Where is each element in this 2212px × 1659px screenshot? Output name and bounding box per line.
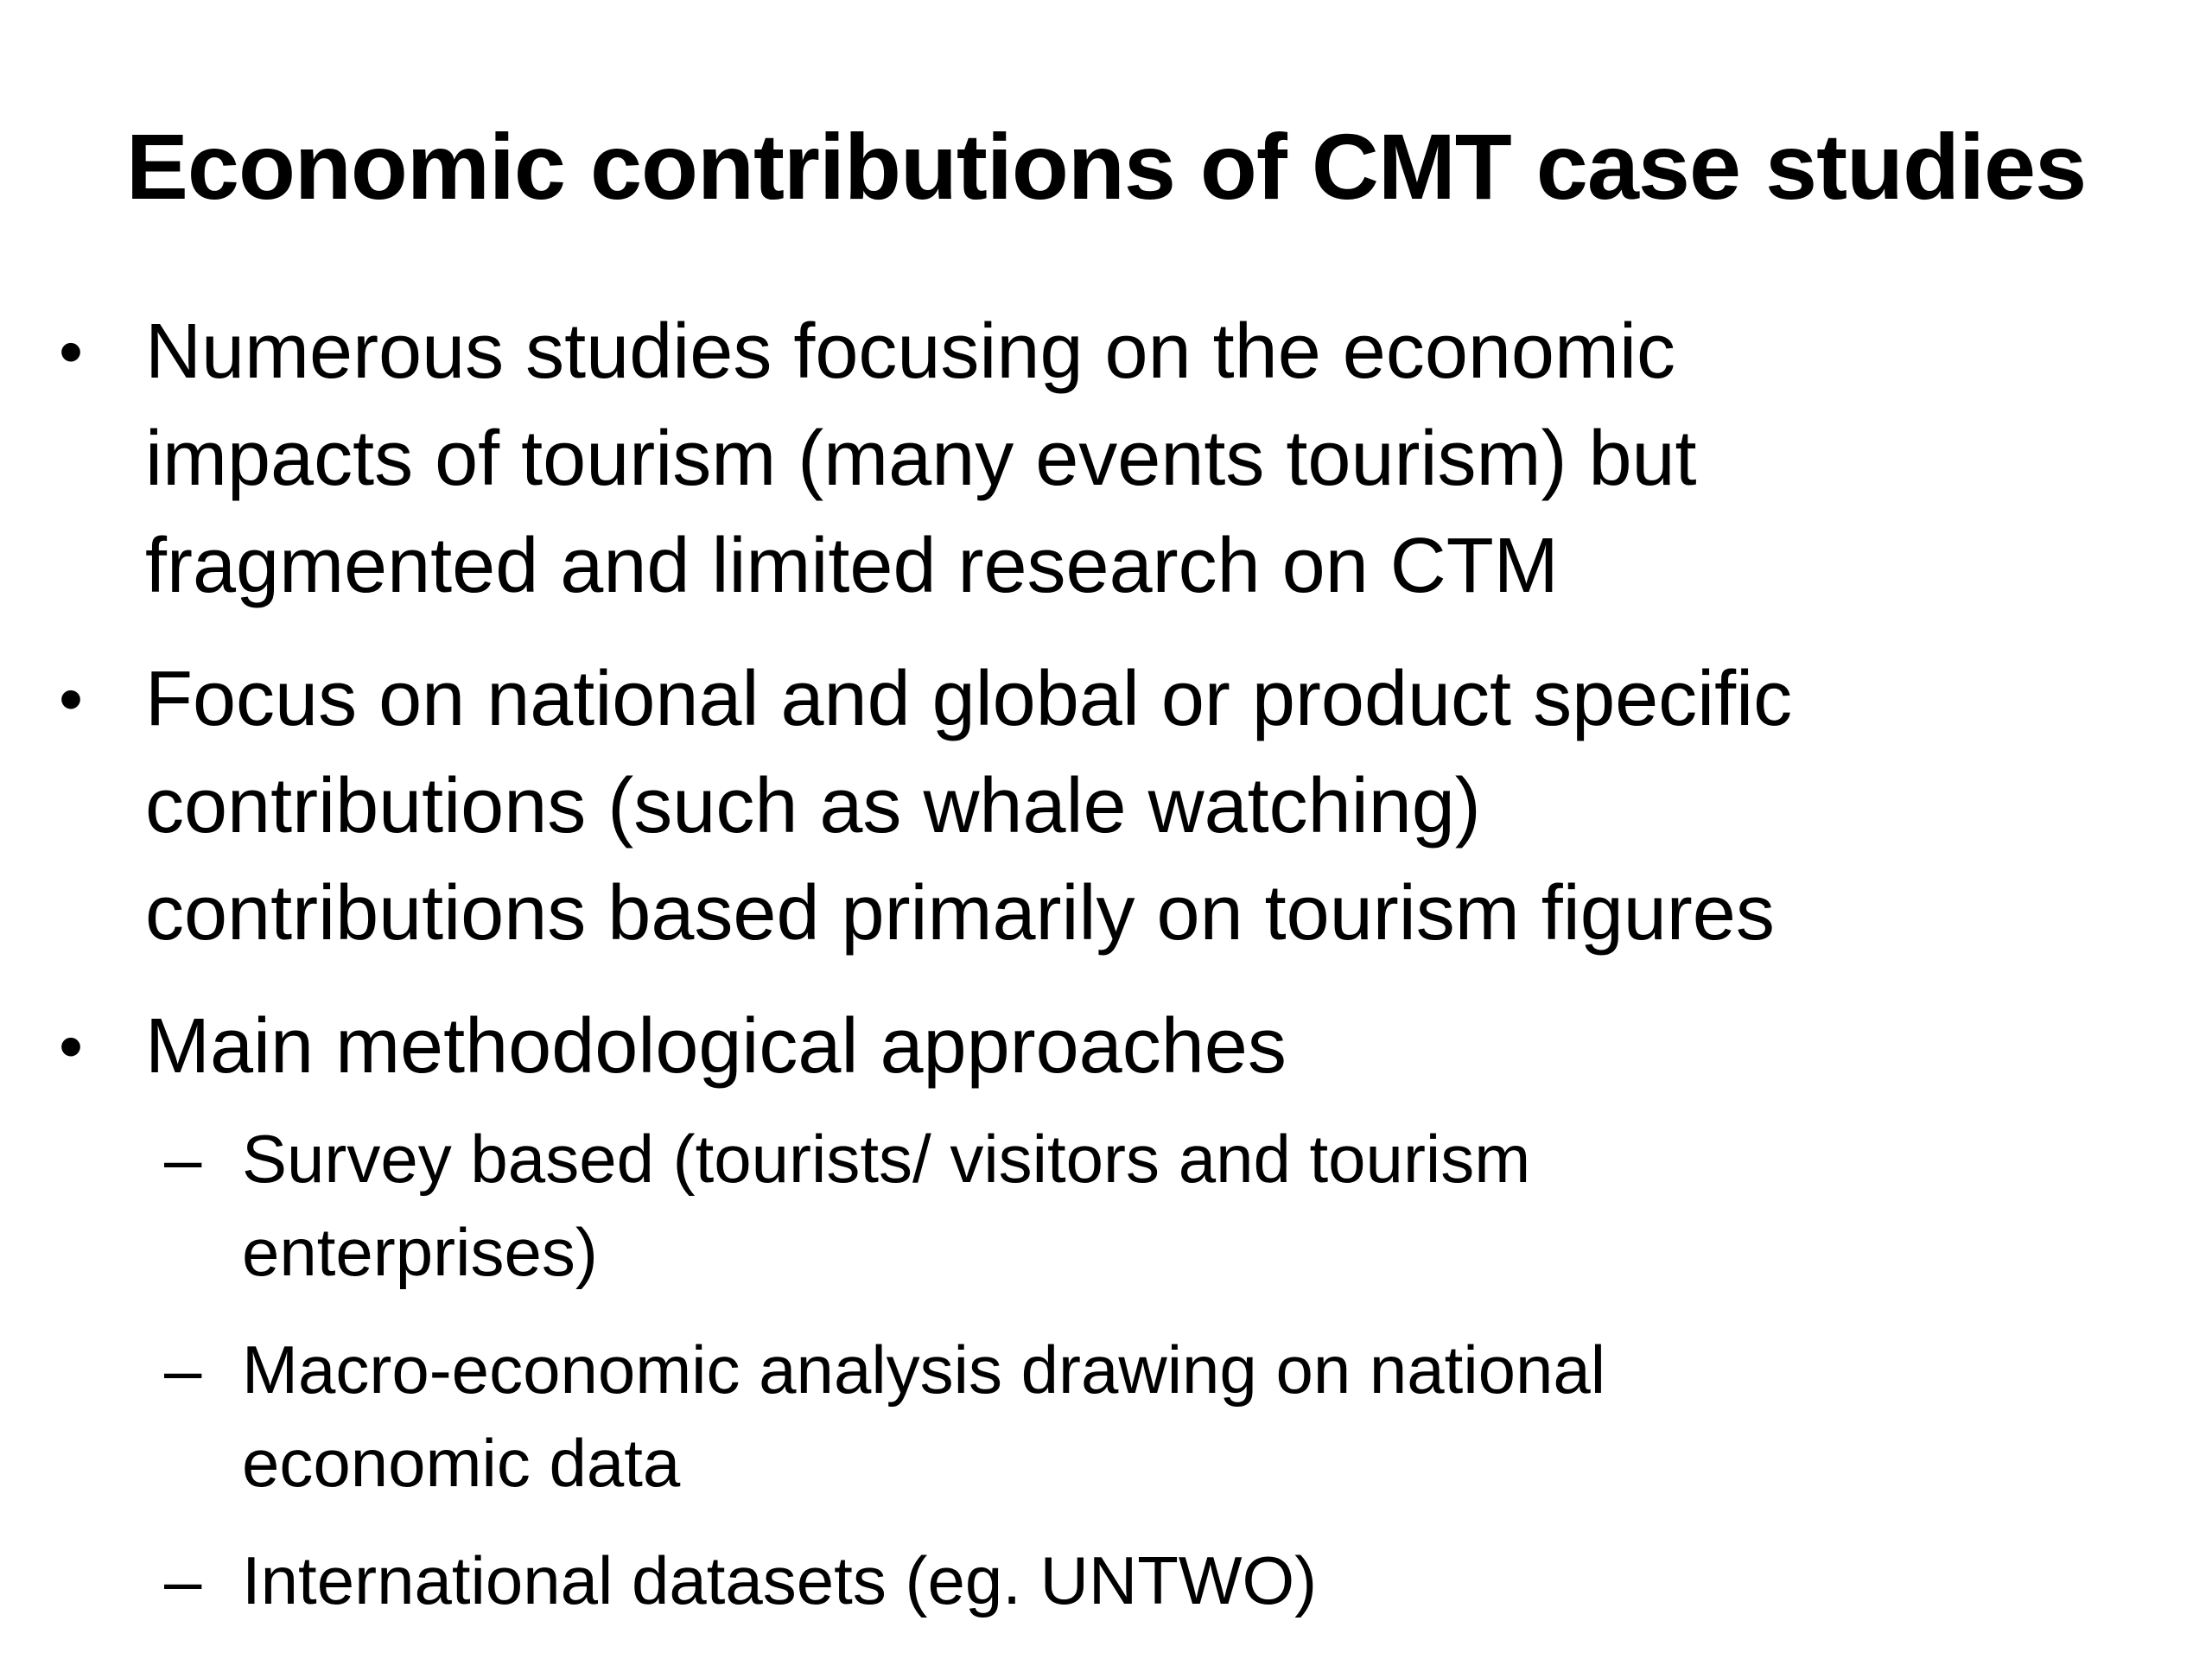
bullet-text-line: contributions (such as whale watching) [145, 763, 1481, 849]
sub-bullet-item [52, 1534, 2160, 1627]
bullet-text-line: impacts of tourism (many events tourism) but [145, 416, 1697, 502]
bullet-item [52, 645, 2160, 967]
bullet-item [52, 993, 2160, 1100]
bullet-icon: • [59, 313, 84, 390]
bullet-text-line: Focus on national and global or product specific [145, 656, 1793, 742]
sub-bullet-text-line: Macro-economic analysis drawing on national [242, 1332, 1606, 1408]
bullet-icon: • [59, 660, 84, 737]
sub-bullet-text-line: International datasets (eg. UNTWO) [242, 1542, 1318, 1618]
bullet-text-line: Main methodological approaches [145, 1003, 1287, 1090]
sub-bullet-item [52, 1112, 2160, 1299]
dash-icon: – [164, 1542, 202, 1618]
sub-bullet-text-line: economic data [242, 1425, 681, 1501]
bullet-text-line: fragmented and limited research on CTM [145, 523, 1559, 609]
bullet-item [52, 298, 2160, 620]
bullet-text-line: contributions based primarily on tourism figures [145, 870, 1775, 957]
sub-bullet-text-line: Survey based (tourists/ visitors and tourism [242, 1121, 1531, 1197]
dash-icon: – [164, 1332, 202, 1408]
bullet-text-line: Numerous studies focusing on the economic [145, 308, 1675, 395]
slide-title: Economic contributions of CMT case studies [125, 114, 2087, 219]
dash-icon: – [164, 1121, 202, 1197]
sub-bullet-item [52, 1323, 2160, 1510]
bullet-icon: • [59, 1007, 84, 1084]
sub-bullet-text-line: enterprises) [242, 1214, 598, 1290]
slide-body [52, 298, 2160, 1651]
